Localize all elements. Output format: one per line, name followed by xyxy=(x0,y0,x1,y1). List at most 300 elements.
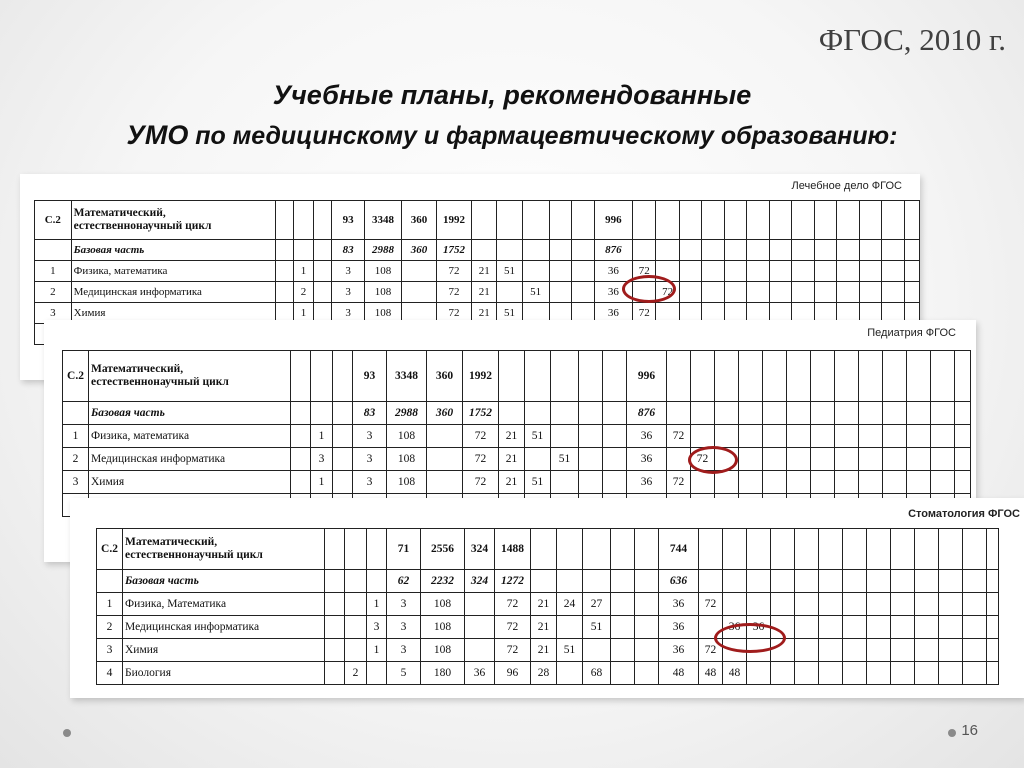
base-part-row xyxy=(63,402,971,425)
value-cell xyxy=(294,201,313,240)
value-cell: 360 xyxy=(427,402,463,425)
value-cell xyxy=(367,570,387,593)
highlight-ring xyxy=(688,446,738,474)
value-cell: 71 xyxy=(387,529,421,570)
value-cell xyxy=(859,351,883,402)
value-cell xyxy=(531,529,557,570)
value-cell xyxy=(939,529,963,570)
value-cell xyxy=(939,593,963,616)
value-cell xyxy=(635,616,659,639)
value-cell xyxy=(275,261,294,282)
value-cell: 72 xyxy=(463,425,499,448)
value-cell xyxy=(792,240,814,261)
value-cell xyxy=(904,201,919,240)
value-cell: 3 xyxy=(387,616,421,639)
value-cell xyxy=(891,616,915,639)
value-cell xyxy=(291,448,311,471)
value-cell xyxy=(915,529,939,570)
value-cell xyxy=(702,261,724,282)
value-cell xyxy=(551,351,579,402)
value-cell xyxy=(715,425,739,448)
value-cell: 5 xyxy=(387,662,421,685)
subject-name-cell: Физика, математика xyxy=(71,261,275,282)
value-cell xyxy=(611,529,635,570)
value-cell xyxy=(747,662,771,685)
value-cell xyxy=(747,282,769,303)
value-cell: 3 xyxy=(353,471,387,494)
slide-heading-line2 xyxy=(0,120,1024,151)
value-cell xyxy=(771,593,795,616)
value-cell xyxy=(859,282,881,303)
value-cell xyxy=(311,402,333,425)
value-cell xyxy=(883,425,907,448)
value-cell xyxy=(679,201,701,240)
value-cell xyxy=(345,593,367,616)
value-cell: 36 xyxy=(465,662,495,685)
subject-name-cell: Медицинская информатика xyxy=(89,448,291,471)
value-cell xyxy=(679,240,701,261)
value-cell xyxy=(843,529,867,570)
value-cell xyxy=(963,662,987,685)
value-cell: 3 xyxy=(332,261,365,282)
value-cell xyxy=(795,662,819,685)
value-cell: 2556 xyxy=(421,529,465,570)
value-cell xyxy=(931,471,955,494)
value-cell xyxy=(904,261,919,282)
row-index-cell: 1 xyxy=(63,425,89,448)
value-cell xyxy=(795,529,819,570)
subject-row xyxy=(97,593,999,616)
value-cell xyxy=(763,351,787,402)
value-cell xyxy=(811,402,835,425)
value-cell: 72 xyxy=(699,593,723,616)
value-cell: 36 xyxy=(594,282,633,303)
value-cell xyxy=(787,448,811,471)
value-cell xyxy=(837,282,859,303)
value-cell xyxy=(763,471,787,494)
value-cell xyxy=(715,351,739,402)
value-cell xyxy=(763,425,787,448)
row-index-cell: 2 xyxy=(35,282,72,303)
value-cell xyxy=(333,471,353,494)
value-cell: 324 xyxy=(465,570,495,593)
value-cell xyxy=(814,261,836,282)
value-cell xyxy=(603,425,627,448)
value-cell: 51 xyxy=(525,471,551,494)
value-cell xyxy=(963,639,987,662)
value-cell xyxy=(427,425,463,448)
value-cell xyxy=(635,639,659,662)
value-cell xyxy=(891,529,915,570)
row-index-cell: 3 xyxy=(63,471,89,494)
value-cell: 2988 xyxy=(387,402,427,425)
value-cell xyxy=(795,570,819,593)
subject-name-cell: Математический, естественнонаучный цикл xyxy=(71,201,275,240)
value-cell: 2988 xyxy=(364,240,401,261)
panel-label: Педиатрия ФГОС xyxy=(867,327,956,339)
value-cell xyxy=(367,662,387,685)
value-cell: 83 xyxy=(353,402,387,425)
row-index-cell xyxy=(63,402,89,425)
value-cell xyxy=(333,425,353,448)
value-cell xyxy=(702,201,724,240)
nav-dot-right xyxy=(948,729,956,737)
subject-name-cell: Медицинская информатика xyxy=(123,616,325,639)
value-cell xyxy=(724,261,746,282)
value-cell xyxy=(311,351,333,402)
value-cell: 108 xyxy=(387,471,427,494)
value-cell xyxy=(771,662,795,685)
value-cell xyxy=(835,402,859,425)
value-cell xyxy=(835,471,859,494)
value-cell: 1 xyxy=(311,471,333,494)
value-cell xyxy=(715,402,739,425)
heading-line2-text: по медицинскому и фармацевтическому образованию: xyxy=(188,122,898,150)
value-cell xyxy=(667,448,691,471)
value-cell xyxy=(814,282,836,303)
value-cell: 36 xyxy=(627,425,667,448)
subject-name-cell: Химия xyxy=(71,303,275,324)
value-cell: 36 xyxy=(747,616,771,639)
value-cell xyxy=(333,351,353,402)
value-cell: 72 xyxy=(463,448,499,471)
value-cell xyxy=(667,402,691,425)
value-cell xyxy=(723,593,747,616)
value-cell xyxy=(724,240,746,261)
value-cell xyxy=(635,529,659,570)
value-cell xyxy=(907,471,931,494)
value-cell: 68 xyxy=(583,662,611,685)
value-cell: 3 xyxy=(387,639,421,662)
value-cell xyxy=(333,402,353,425)
value-cell xyxy=(691,402,715,425)
value-cell xyxy=(963,616,987,639)
value-cell xyxy=(867,662,891,685)
value-cell: 1752 xyxy=(463,402,499,425)
value-cell xyxy=(963,529,987,570)
value-cell xyxy=(549,201,571,240)
value-cell xyxy=(915,662,939,685)
value-cell xyxy=(499,402,525,425)
value-cell xyxy=(549,261,571,282)
value-cell xyxy=(611,616,635,639)
value-cell xyxy=(882,201,904,240)
value-cell xyxy=(819,616,843,639)
value-cell: 36 xyxy=(659,639,699,662)
panel-label: Стоматология ФГОС xyxy=(908,508,1020,520)
value-cell xyxy=(859,471,883,494)
value-cell xyxy=(313,261,332,282)
value-cell: 21 xyxy=(472,261,497,282)
value-cell xyxy=(291,471,311,494)
value-cell: 21 xyxy=(499,425,525,448)
value-cell xyxy=(883,471,907,494)
value-cell xyxy=(294,240,313,261)
value-cell xyxy=(939,662,963,685)
subject-name-cell: Химия xyxy=(89,471,291,494)
value-cell xyxy=(811,448,835,471)
value-cell: 72 xyxy=(699,639,723,662)
value-cell xyxy=(859,240,881,261)
value-cell: 36 xyxy=(594,303,633,324)
value-cell xyxy=(891,639,915,662)
subject-name-cell: Базовая часть xyxy=(123,570,325,593)
value-cell: 72 xyxy=(691,448,715,471)
value-cell xyxy=(499,351,525,402)
value-cell: 108 xyxy=(421,616,465,639)
value-cell xyxy=(987,570,999,593)
value-cell xyxy=(579,425,603,448)
value-cell: 27 xyxy=(583,593,611,616)
value-cell xyxy=(656,240,679,261)
value-cell xyxy=(819,593,843,616)
value-cell xyxy=(907,425,931,448)
value-cell xyxy=(611,662,635,685)
value-cell xyxy=(739,351,763,402)
value-cell xyxy=(904,282,919,303)
value-cell xyxy=(465,639,495,662)
value-cell: 51 xyxy=(525,425,551,448)
value-cell xyxy=(771,529,795,570)
value-cell xyxy=(583,529,611,570)
value-cell xyxy=(837,240,859,261)
value-cell: 72 xyxy=(495,639,531,662)
value-cell xyxy=(611,593,635,616)
value-cell xyxy=(819,570,843,593)
value-cell xyxy=(859,425,883,448)
subject-row xyxy=(97,639,999,662)
value-cell: 48 xyxy=(699,662,723,685)
value-cell: 1272 xyxy=(495,570,531,593)
value-cell xyxy=(939,570,963,593)
value-cell: 108 xyxy=(387,448,427,471)
value-cell: 876 xyxy=(627,402,667,425)
value-cell: 1 xyxy=(294,261,313,282)
value-cell xyxy=(635,570,659,593)
value-cell xyxy=(835,448,859,471)
value-cell xyxy=(987,593,999,616)
value-cell xyxy=(635,593,659,616)
value-cell: 93 xyxy=(332,201,365,240)
value-cell: 36 xyxy=(594,261,633,282)
value-cell xyxy=(715,471,739,494)
row-index-cell xyxy=(35,240,72,261)
cycle-header-row xyxy=(35,201,920,240)
value-cell xyxy=(819,662,843,685)
value-cell xyxy=(679,261,701,282)
value-cell xyxy=(579,471,603,494)
value-cell: 3 xyxy=(387,593,421,616)
value-cell: 36 xyxy=(627,471,667,494)
value-cell xyxy=(531,570,557,593)
value-cell xyxy=(904,240,919,261)
base-part-row xyxy=(35,240,920,261)
subject-row xyxy=(97,662,999,685)
value-cell xyxy=(497,240,522,261)
value-cell xyxy=(883,402,907,425)
value-cell xyxy=(579,351,603,402)
value-cell xyxy=(679,282,701,303)
value-cell xyxy=(915,593,939,616)
value-cell xyxy=(867,616,891,639)
value-cell xyxy=(702,282,724,303)
value-cell xyxy=(603,448,627,471)
value-cell: 96 xyxy=(495,662,531,685)
value-cell xyxy=(787,471,811,494)
value-cell xyxy=(867,570,891,593)
value-cell xyxy=(891,593,915,616)
value-cell: 996 xyxy=(594,201,633,240)
slide-heading-line1: Учебные планы, рекомендованные xyxy=(272,80,752,110)
value-cell xyxy=(939,639,963,662)
value-cell xyxy=(472,240,497,261)
value-cell xyxy=(603,351,627,402)
value-cell xyxy=(275,282,294,303)
value-cell xyxy=(859,201,881,240)
value-cell: 83 xyxy=(332,240,365,261)
value-cell xyxy=(747,240,769,261)
value-cell xyxy=(787,402,811,425)
value-cell xyxy=(955,471,971,494)
value-cell: 21 xyxy=(531,616,557,639)
value-cell: 108 xyxy=(387,425,427,448)
value-cell xyxy=(603,471,627,494)
cycle-header-row xyxy=(63,351,971,402)
row-index-cell: С.2 xyxy=(63,351,89,402)
value-cell: 72 xyxy=(495,616,531,639)
value-cell xyxy=(465,616,495,639)
value-cell: 1 xyxy=(367,639,387,662)
value-cell: 360 xyxy=(402,201,437,240)
subject-name-cell: Медицинская информатика xyxy=(71,282,275,303)
value-cell xyxy=(867,639,891,662)
value-cell: 1992 xyxy=(436,201,471,240)
value-cell: 3348 xyxy=(387,351,427,402)
value-cell xyxy=(859,261,881,282)
value-cell xyxy=(579,448,603,471)
value-cell xyxy=(747,261,769,282)
value-cell: 72 xyxy=(463,471,499,494)
value-cell: 2 xyxy=(294,282,313,303)
value-cell xyxy=(915,570,939,593)
value-cell xyxy=(747,529,771,570)
value-cell xyxy=(891,570,915,593)
value-cell xyxy=(691,425,715,448)
value-cell xyxy=(787,425,811,448)
value-cell: 108 xyxy=(364,261,401,282)
value-cell: 72 xyxy=(633,261,656,282)
value-cell xyxy=(427,448,463,471)
value-cell: 1 xyxy=(294,303,313,324)
value-cell xyxy=(497,201,522,240)
value-cell xyxy=(723,570,747,593)
value-cell: 636 xyxy=(659,570,699,593)
value-cell xyxy=(691,351,715,402)
value-cell xyxy=(811,425,835,448)
value-cell xyxy=(522,240,549,261)
value-cell xyxy=(987,662,999,685)
value-cell: 21 xyxy=(499,448,525,471)
value-cell xyxy=(345,616,367,639)
value-cell xyxy=(837,261,859,282)
nav-dot-left xyxy=(63,729,71,737)
value-cell xyxy=(313,282,332,303)
value-cell xyxy=(572,201,594,240)
value-cell xyxy=(891,662,915,685)
value-cell: 21 xyxy=(499,471,525,494)
value-cell xyxy=(769,261,791,282)
subject-name-cell: Базовая часть xyxy=(89,402,291,425)
value-cell: 72 xyxy=(436,282,471,303)
value-cell: 360 xyxy=(427,351,463,402)
subject-row xyxy=(97,616,999,639)
value-cell xyxy=(551,425,579,448)
value-cell: 72 xyxy=(667,471,691,494)
value-cell: 51 xyxy=(497,261,522,282)
curriculum-table xyxy=(96,528,999,685)
value-cell xyxy=(522,201,549,240)
value-cell xyxy=(325,639,345,662)
value-cell xyxy=(955,425,971,448)
value-cell xyxy=(739,471,763,494)
row-index-cell xyxy=(97,570,123,593)
value-cell xyxy=(907,402,931,425)
value-cell xyxy=(835,425,859,448)
row-index-cell: 4 xyxy=(97,662,123,685)
value-cell xyxy=(572,282,594,303)
value-cell: 51 xyxy=(522,282,549,303)
subject-row xyxy=(63,425,971,448)
value-cell xyxy=(907,351,931,402)
value-cell xyxy=(611,570,635,593)
subject-name-cell: Физика, Математика xyxy=(123,593,325,616)
value-cell xyxy=(747,593,771,616)
value-cell xyxy=(769,201,791,240)
value-cell xyxy=(402,261,437,282)
value-cell xyxy=(859,402,883,425)
value-cell: 72 xyxy=(495,593,531,616)
row-index-cell: С.2 xyxy=(35,201,72,240)
value-cell xyxy=(557,529,583,570)
row-index-cell: 2 xyxy=(63,448,89,471)
value-cell xyxy=(963,593,987,616)
value-cell xyxy=(795,616,819,639)
value-cell: 72 xyxy=(436,303,471,324)
value-cell xyxy=(835,351,859,402)
value-cell xyxy=(907,448,931,471)
value-cell: 1992 xyxy=(463,351,499,402)
value-cell xyxy=(427,471,463,494)
value-cell: 36 xyxy=(659,616,699,639)
value-cell: 744 xyxy=(659,529,699,570)
value-cell xyxy=(572,261,594,282)
value-cell: 2232 xyxy=(421,570,465,593)
value-cell xyxy=(739,402,763,425)
subject-name-cell: Математический, естественнонаучный цикл xyxy=(89,351,291,402)
value-cell: 108 xyxy=(364,303,401,324)
value-cell xyxy=(955,448,971,471)
value-cell xyxy=(883,351,907,402)
heading-umo: УМО xyxy=(126,120,189,150)
value-cell xyxy=(931,448,955,471)
cycle-header-row xyxy=(97,529,999,570)
value-cell: 2 xyxy=(345,662,367,685)
value-cell xyxy=(867,529,891,570)
subject-name-cell: Химия xyxy=(123,639,325,662)
value-cell xyxy=(402,282,437,303)
subject-row xyxy=(63,448,971,471)
row-index-cell: С.2 xyxy=(97,529,123,570)
